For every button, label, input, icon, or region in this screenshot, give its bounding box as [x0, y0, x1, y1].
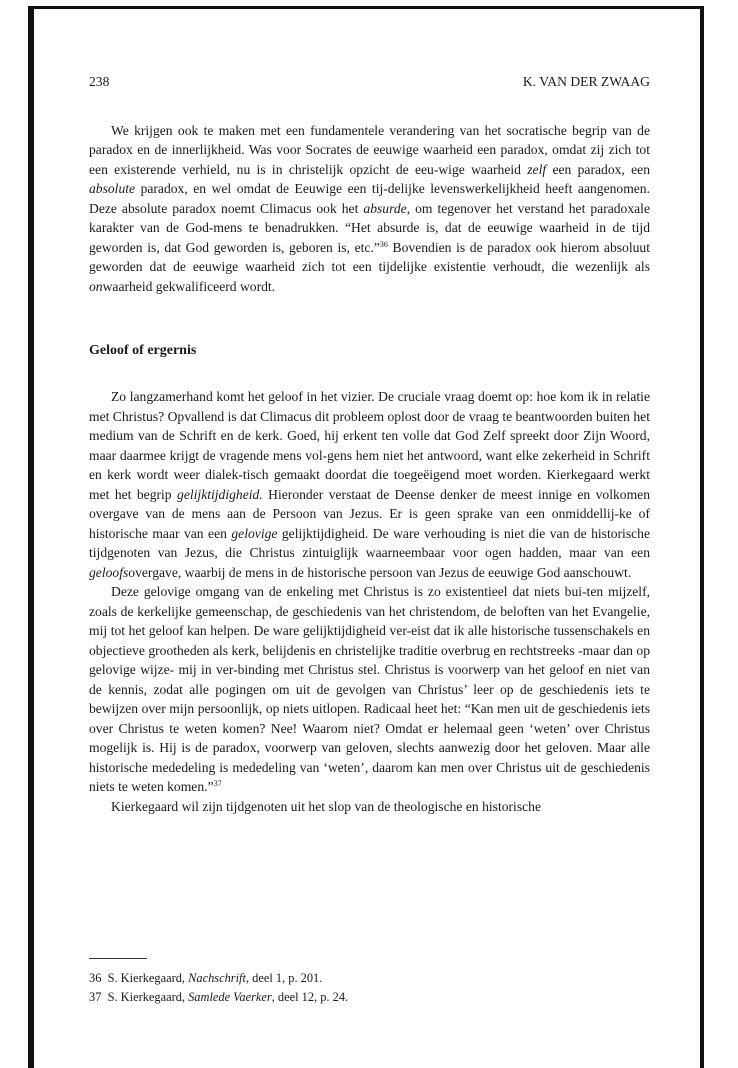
italic-run: gelijktijdigheid.: [177, 486, 263, 502]
footnote-title: Samlede Vaerker: [188, 989, 272, 1004]
scan-border-right: [700, 6, 704, 1068]
footnotes: [89, 958, 650, 1006]
italic-run: absolute: [89, 181, 136, 196]
footnote-text: , deel 1, p. 201.: [245, 971, 323, 985]
text-run: Bovendien is de paradox ook hierom absoluut geworden dat de eeuwige waarheid zich tot een tijdelijke existentie verhoudt, die wezenlijk als: [89, 239, 650, 274]
paragraph-gelovige-omgang: [89, 582, 650, 797]
footnote-title: Nachschrift: [188, 971, 246, 985]
italic-run: zelf: [527, 161, 547, 177]
text-run: Zo langzamerhand komt het geloof in het vizier. De cruciale vraag doemt op: hoe kom ik in relatie met Christus? Opvallend is dat Climacus dit probleem oplost door de vraag te beantwoorden buiten het medium van de Schrift en de kerk. Goed, hij erkent ten volle dat God Zelf spreekt door Zijn Woord, maar daarmee krijgt de vragende mens vol-gens hem niet het antwoord, want elke zekerheid in Schrift en kerk wordt weer dialek-tisch gemaakt doordat die toegeëigend moet worden. Kierkegaard werkt met het begrip: [89, 389, 650, 502]
footnote-ref-36: 36: [379, 239, 388, 249]
page-body: [89, 72, 650, 816]
text-run: Deze gelovige omgang van de enkeling met Christus is zo existentieel dat niets bui-ten mijzelf, zoals de kerkelijke gemeenschap, de geschiedenis van het christendom, de beloften van het Evangelie, mij tot het geloof kan helpen. De ware gelijktijdigheid ver-eist dat ik alle historische tussenschakels en objectieve grootheden als kerk, belijdenis en christelijke traditie overbrug en rechtstreeks -maar dan op gelovige wijze- mij in ver-binding met Christus stel. Christus is voorwerp van het geloof en niet van de kennis, zodat alle pogingen om uit de gevolgen van Christus’ leer op de geschiedenis iets te bewijzen over mijn persoonlijk, op niets uitlopen. Radicaal heet het: “Kan men uit de geschiedenis iets over Christus te weten komen? Nee! Waarom niet? Omdat er helemaal geen ‘weten’ over Christus mogelijk is. Hij is de paradox, voorwerp van geloven, slechts aanwezig door het geloven. Maar alle historische mededeling is mededeling van ‘weten’, daarom kan men over Christus uit de geschiedenis niets te weten komen.”: [89, 584, 650, 794]
text-run: Hieronder verstaat de Deense denker de meest innige en volkomen overgave van de mens aan de Persoon van Jezus. Er is geen sprake van een onmiddellij-ke of historische maar van een: [89, 486, 650, 541]
scan-border-left: [28, 6, 34, 1068]
text-run: een paradox, een: [546, 161, 650, 177]
footnote-text: S. Kierkegaard,: [107, 971, 189, 985]
footnote-rule: [89, 958, 147, 959]
text-run: , om tegenover het verstand het paradoxale karakter van de God-mens te benadrukken. “Het absurde is, dat de eeuwige waarheid in de tijd geworden is, dat God geworden is, geboren is, etc.”: [89, 200, 650, 255]
footnote-text: S. Kierkegaard,: [107, 989, 189, 1004]
intro-paragraph: [89, 121, 650, 297]
page-number: 238: [89, 74, 110, 89]
footnote-37: [89, 988, 650, 1007]
footnote-36: [89, 969, 650, 988]
running-head-author: K. VAN DER ZWAAG: [522, 74, 650, 89]
footnote-number: 37: [89, 989, 102, 1004]
running-head: [89, 72, 650, 92]
footnote-number: 36: [89, 971, 102, 985]
footnote-ref-37: 37: [213, 779, 222, 788]
paragraph-kierkegaard: Kierkegaard wil zijn tijdgenoten uit het slop van de theologische en historische: [111, 798, 541, 814]
italic-run: on: [89, 278, 103, 294]
italic-run: geloofs: [89, 564, 129, 580]
italic-run: gelovige: [231, 525, 278, 541]
paragraph-geloof: [89, 387, 650, 582]
text-run: overgave, waarbij de mens in de historische persoon van Jezus de eeuwige God aanschouwt.: [128, 564, 632, 580]
text-run: We krijgen ook te maken met een fundamentele verandering van het socratische begrip van de paradox en de innerlijkheid. Was voor Socrates de eeuwige waarheid een paradox, omdat zij zich tot een existerende verhield, nu is in christelijk opzicht de eeu-wige waarheid: [89, 122, 650, 177]
italic-run: absurde: [363, 200, 407, 216]
text-run: gelijktijdigheid. De ware verhouding is niet die van de historische tijdgenoten van Jezus, die Christus zintuiglijk waarneembaar voor ogen hadden, maar van een: [89, 525, 650, 560]
text-run: waarheid gekwalificeerd wordt.: [102, 278, 276, 294]
section-heading: Geloof of ergernis: [89, 343, 197, 358]
text-run: paradox, en wel omdat de Eeuwige een tij-delijke levenswerkelijkheid heeft aangenomen. Deze absolute paradox noemt Climacus ook het: [89, 181, 650, 216]
scan-border-top: [28, 6, 704, 9]
footnote-text: , deel 12, p. 24.: [271, 989, 349, 1004]
